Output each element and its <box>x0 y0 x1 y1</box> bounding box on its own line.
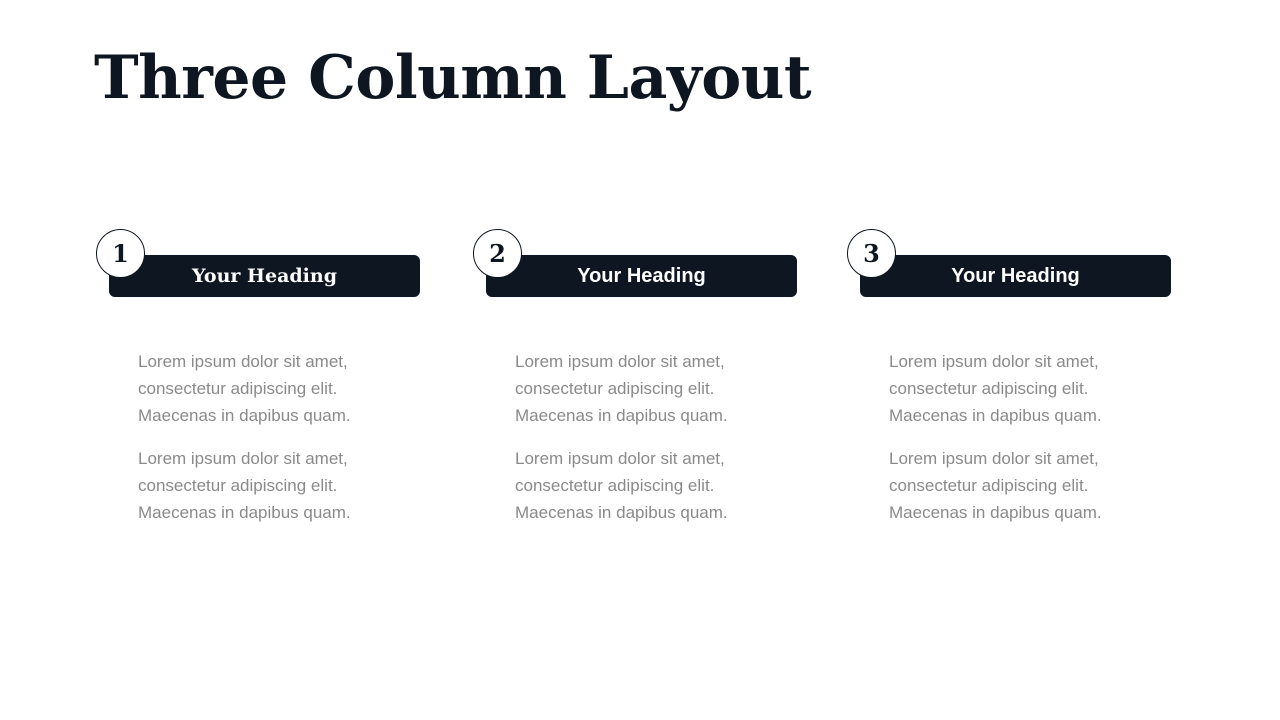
body-line: Lorem ipsum dolor sit amet, <box>889 449 1099 468</box>
number-badge-text: 3 <box>863 238 880 268</box>
body-line: Maecenas in dapibus quam. <box>515 503 728 522</box>
body-paragraph <box>515 445 775 526</box>
column-3 <box>847 229 1177 549</box>
slide-title: Three Column Layout <box>94 43 812 113</box>
body-line: consectetur adipiscing elit. <box>138 476 338 495</box>
column-heading: Your Heading <box>951 264 1080 287</box>
column-heading: Your Heading <box>577 264 706 287</box>
body-paragraph <box>889 445 1149 526</box>
number-badge-text: 1 <box>112 238 129 268</box>
body-line: Maecenas in dapibus quam. <box>515 406 728 425</box>
body-line: consectetur adipiscing elit. <box>138 379 338 398</box>
column-heading: Your Heading <box>192 265 337 287</box>
body-line: Lorem ipsum dolor sit amet, <box>515 449 725 468</box>
body-line: Maecenas in dapibus quam. <box>889 503 1102 522</box>
body-line: consectetur adipiscing elit. <box>889 476 1089 495</box>
column-heading-bar <box>109 255 420 297</box>
body-line: Maecenas in dapibus quam. <box>138 406 351 425</box>
body-line: consectetur adipiscing elit. <box>515 379 715 398</box>
body-line: Maecenas in dapibus quam. <box>138 503 351 522</box>
body-line: Lorem ipsum dolor sit amet, <box>515 352 725 371</box>
body-paragraph <box>138 348 398 429</box>
number-badge <box>473 229 522 278</box>
body-line: consectetur adipiscing elit. <box>889 379 1089 398</box>
body-line: Lorem ipsum dolor sit amet, <box>138 352 348 371</box>
body-line: consectetur adipiscing elit. <box>515 476 715 495</box>
column-heading-bar <box>860 255 1171 297</box>
body-line: Lorem ipsum dolor sit amet, <box>889 352 1099 371</box>
body-paragraph <box>889 348 1149 429</box>
column-2 <box>473 229 803 549</box>
number-badge <box>847 229 896 278</box>
column-heading-bar <box>486 255 797 297</box>
number-badge <box>96 229 145 278</box>
body-line: Lorem ipsum dolor sit amet, <box>138 449 348 468</box>
number-badge-text: 2 <box>489 238 506 268</box>
column-1 <box>96 229 426 549</box>
body-line: Maecenas in dapibus quam. <box>889 406 1102 425</box>
body-paragraph <box>515 348 775 429</box>
body-paragraph <box>138 445 398 526</box>
